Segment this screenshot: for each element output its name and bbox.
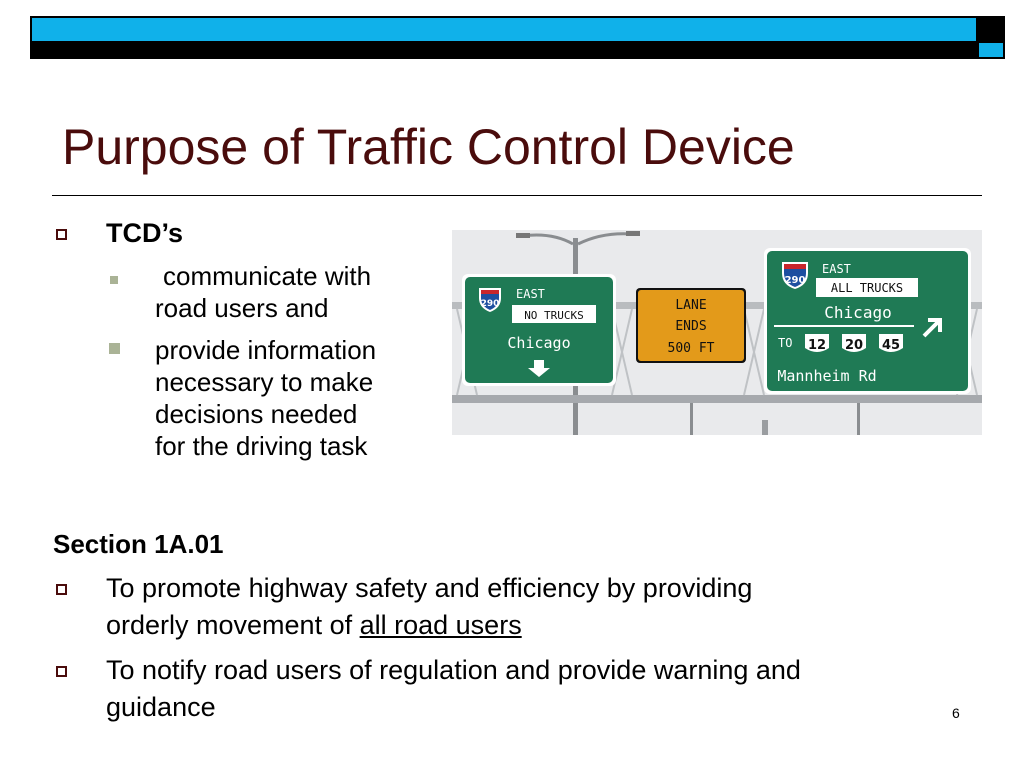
sign-direction-text: EAST: [516, 287, 545, 301]
sign-line-text: 500 FT: [667, 341, 715, 356]
point-2-line-1: To notify road users of regulation and provide warning and: [106, 655, 801, 685]
sub-bullet-2-line-2: necessary to make: [155, 367, 374, 397]
route-number-text: 45: [881, 338, 901, 353]
point-1-line-2-prefix: orderly movement of: [106, 610, 360, 640]
sign-city-text: Chicago: [824, 303, 892, 322]
sign-city-text: Chicago: [507, 334, 571, 352]
route-number-text: 20: [844, 338, 864, 353]
point-1-line-1: To promote highway safety and efficiency by providing: [106, 573, 753, 603]
interstate-shield-text: 290: [480, 299, 500, 309]
sign-road-text: Mannheim Rd: [777, 367, 877, 385]
sign-to-text: TO: [778, 336, 793, 350]
all-road-users-underlined: all road users: [359, 610, 522, 640]
point-1-line-2: [106, 608, 522, 642]
sign-line-text: ENDS: [675, 319, 707, 334]
interstate-shield-text: 290: [784, 275, 806, 286]
lane-ends-sign: [636, 288, 746, 363]
highway-signs-photo: [452, 230, 982, 435]
sub-bullet-1-line-1: communicate with: [163, 261, 372, 291]
top-banner-accent: [32, 18, 976, 41]
sign-direction-text: EAST: [822, 262, 851, 276]
sub-bullet-icon: [110, 276, 118, 284]
route-number-text: 12: [807, 338, 827, 353]
sub-bullet-2-line-4: for the driving task: [155, 431, 368, 461]
sign-line-text: LANE: [675, 298, 707, 313]
bullet-square-icon: [56, 584, 67, 595]
page-number: 6: [952, 705, 960, 721]
all-trucks-sign: [764, 248, 971, 394]
sign-plate-text: NO TRUCKS: [524, 309, 584, 322]
bullet-tcds: TCD’s: [106, 218, 184, 248]
section-heading: Section 1A.01: [53, 529, 224, 559]
bullet-square-icon: [56, 229, 67, 240]
no-trucks-sign: [462, 274, 616, 386]
corner-accent: [979, 43, 1003, 57]
bullet-square-icon: [56, 666, 67, 677]
sign-plate-text: ALL TRUCKS: [830, 281, 904, 295]
sub-bullet-icon: [109, 343, 120, 354]
point-2-line-2: guidance: [106, 692, 216, 722]
sub-bullet-2-line-1: provide information: [155, 335, 377, 365]
slide-title: Purpose of Traffic Control Device: [62, 119, 795, 175]
sub-bullet-1-line-2: road users and: [155, 293, 329, 323]
sub-bullet-2-line-3: decisions needed: [155, 399, 358, 429]
title-divider: [52, 195, 982, 196]
